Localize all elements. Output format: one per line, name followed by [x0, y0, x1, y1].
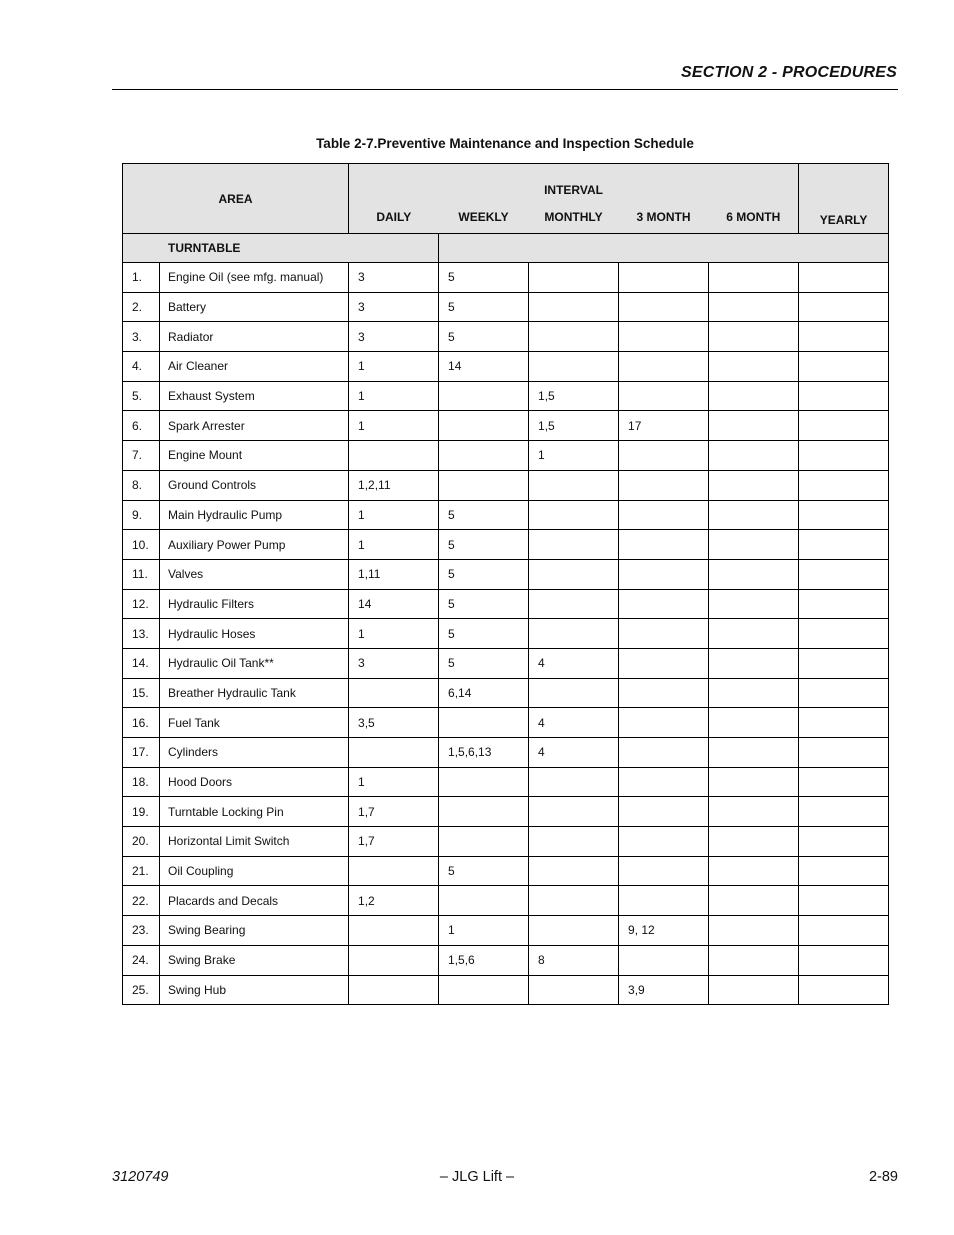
- interval-cell: [349, 856, 439, 886]
- interval-cell: 4: [529, 708, 619, 738]
- row-item: Swing Brake: [160, 945, 349, 975]
- interval-cell: [799, 411, 889, 441]
- interval-cell: [619, 559, 709, 589]
- interval-cell: 5: [439, 589, 529, 619]
- row-number: 25.: [123, 975, 160, 1005]
- row-number: 19.: [123, 797, 160, 827]
- interval-cell: [619, 470, 709, 500]
- row-item: Cylinders: [160, 738, 349, 768]
- interval-cell: [529, 589, 619, 619]
- interval-cell: [799, 500, 889, 530]
- interval-cell: 3: [349, 322, 439, 352]
- interval-cell: 5: [439, 322, 529, 352]
- interval-cell: [439, 441, 529, 471]
- interval-cell: 1,7: [349, 797, 439, 827]
- row-item: Hood Doors: [160, 767, 349, 797]
- interval-cell: [619, 708, 709, 738]
- row-item: Exhaust System: [160, 381, 349, 411]
- row-number: 4.: [123, 352, 160, 382]
- table-row: [123, 797, 889, 827]
- column-header: YEARLY: [799, 164, 889, 234]
- row-number: 6.: [123, 411, 160, 441]
- interval-cell: [529, 678, 619, 708]
- interval-cell: [439, 708, 529, 738]
- row-number: 11.: [123, 559, 160, 589]
- interval-cell: [619, 827, 709, 857]
- interval-cell: 1: [349, 381, 439, 411]
- interval-cell: [529, 263, 619, 293]
- row-number: 9.: [123, 500, 160, 530]
- interval-cell: [529, 856, 619, 886]
- table-row: [123, 292, 889, 322]
- row-item: Swing Hub: [160, 975, 349, 1005]
- interval-cell: [799, 322, 889, 352]
- interval-cell: [709, 738, 799, 768]
- interval-cell: [709, 352, 799, 382]
- interval-cell: [799, 648, 889, 678]
- column-header: 3 MONTH: [619, 201, 709, 234]
- interval-cell: 17: [619, 411, 709, 441]
- interval-cell: [709, 559, 799, 589]
- interval-cell: [529, 500, 619, 530]
- row-item: Main Hydraulic Pump: [160, 500, 349, 530]
- interval-cell: [709, 767, 799, 797]
- row-number: 23.: [123, 916, 160, 946]
- interval-cell: [799, 678, 889, 708]
- table-row: [123, 411, 889, 441]
- interval-cell: [439, 411, 529, 441]
- interval-cell: [619, 500, 709, 530]
- interval-cell: [799, 263, 889, 293]
- row-item: Spark Arrester: [160, 411, 349, 441]
- table-row: [123, 678, 889, 708]
- table-row: [123, 500, 889, 530]
- interval-cell: 5: [439, 856, 529, 886]
- interval-cell: [619, 767, 709, 797]
- interval-cell: 14: [439, 352, 529, 382]
- interval-cell: 3: [349, 263, 439, 293]
- interval-cell: 5: [439, 619, 529, 649]
- interval-cell: 1,11: [349, 559, 439, 589]
- interval-cell: 1: [349, 500, 439, 530]
- row-number: 14.: [123, 648, 160, 678]
- interval-cell: 1: [439, 916, 529, 946]
- row-number: 20.: [123, 827, 160, 857]
- interval-cell: [799, 767, 889, 797]
- interval-cell: [799, 530, 889, 560]
- interval-cell: [349, 678, 439, 708]
- row-item: Horizontal Limit Switch: [160, 827, 349, 857]
- interval-cell: 3,9: [619, 975, 709, 1005]
- interval-cell: [529, 322, 619, 352]
- row-item: Placards and Decals: [160, 886, 349, 916]
- interval-cell: [529, 619, 619, 649]
- table-row: [123, 916, 889, 946]
- table-row: [123, 441, 889, 471]
- interval-cell: [709, 292, 799, 322]
- interval-cell: [799, 381, 889, 411]
- row-item: Valves: [160, 559, 349, 589]
- table-row: [123, 827, 889, 857]
- area-header: AREA: [123, 164, 349, 234]
- interval-cell: [709, 708, 799, 738]
- interval-cell: [799, 916, 889, 946]
- interval-cell: [799, 589, 889, 619]
- table-row: [123, 856, 889, 886]
- interval-cell: 8: [529, 945, 619, 975]
- interval-cell: [799, 708, 889, 738]
- interval-cell: [709, 975, 799, 1005]
- interval-cell: 1: [349, 619, 439, 649]
- interval-cell: [529, 975, 619, 1005]
- interval-cell: [799, 619, 889, 649]
- row-item: Hydraulic Filters: [160, 589, 349, 619]
- table-row: [123, 470, 889, 500]
- interval-cell: [709, 916, 799, 946]
- interval-cell: [619, 263, 709, 293]
- row-number: 5.: [123, 381, 160, 411]
- interval-cell: 1,5,6: [439, 945, 529, 975]
- interval-cell: 5: [439, 530, 529, 560]
- interval-cell: [529, 767, 619, 797]
- table-row: [123, 263, 889, 293]
- interval-cell: 3: [349, 292, 439, 322]
- row-number: 10.: [123, 530, 160, 560]
- interval-cell: 1,5: [529, 411, 619, 441]
- row-number: 12.: [123, 589, 160, 619]
- interval-cell: [439, 827, 529, 857]
- interval-cell: 4: [529, 648, 619, 678]
- interval-cell: [439, 767, 529, 797]
- interval-cell: [529, 352, 619, 382]
- interval-cell: [619, 589, 709, 619]
- row-item: Swing Bearing: [160, 916, 349, 946]
- group-row: [123, 234, 889, 263]
- page-number: 2-89: [868, 1169, 898, 1185]
- interval-cell: [799, 886, 889, 916]
- interval-cell: [439, 470, 529, 500]
- interval-cell: [709, 411, 799, 441]
- interval-cell: 5: [439, 292, 529, 322]
- row-number: 8.: [123, 470, 160, 500]
- interval-cell: [529, 559, 619, 589]
- interval-cell: 1,2,11: [349, 470, 439, 500]
- header-rule: [112, 89, 898, 90]
- row-number: 17.: [123, 738, 160, 768]
- row-item: Hydraulic Oil Tank**: [160, 648, 349, 678]
- interval-cell: [529, 886, 619, 916]
- interval-cell: 1,5,6,13: [439, 738, 529, 768]
- row-item: Auxiliary Power Pump: [160, 530, 349, 560]
- table-row: [123, 322, 889, 352]
- interval-cell: [709, 856, 799, 886]
- interval-cell: 1: [349, 352, 439, 382]
- interval-cell: 1,5: [529, 381, 619, 411]
- interval-header: INTERVAL: [349, 164, 799, 202]
- interval-cell: [619, 886, 709, 916]
- row-item: Battery: [160, 292, 349, 322]
- table-row: [123, 352, 889, 382]
- table-row: [123, 619, 889, 649]
- interval-cell: [529, 797, 619, 827]
- interval-cell: 5: [439, 263, 529, 293]
- interval-cell: 14: [349, 589, 439, 619]
- table-row: [123, 738, 889, 768]
- table-row: [123, 530, 889, 560]
- column-header: 6 MONTH: [709, 201, 799, 234]
- row-number: 22.: [123, 886, 160, 916]
- interval-cell: 1: [349, 767, 439, 797]
- table-row: [123, 767, 889, 797]
- row-item: Air Cleaner: [160, 352, 349, 382]
- interval-cell: [799, 738, 889, 768]
- interval-cell: 9, 12: [619, 916, 709, 946]
- doc-number: 3120749: [112, 1169, 169, 1185]
- interval-cell: [709, 500, 799, 530]
- interval-cell: [529, 470, 619, 500]
- interval-cell: [709, 263, 799, 293]
- row-number: 15.: [123, 678, 160, 708]
- interval-cell: [529, 916, 619, 946]
- interval-cell: 1: [349, 530, 439, 560]
- interval-cell: [709, 797, 799, 827]
- table-row: [123, 381, 889, 411]
- interval-cell: [709, 945, 799, 975]
- interval-cell: [349, 975, 439, 1005]
- row-item: Ground Controls: [160, 470, 349, 500]
- interval-cell: [619, 352, 709, 382]
- interval-cell: [619, 322, 709, 352]
- interval-cell: [709, 648, 799, 678]
- interval-cell: [799, 292, 889, 322]
- interval-cell: [349, 916, 439, 946]
- interval-cell: [619, 856, 709, 886]
- interval-cell: [709, 530, 799, 560]
- interval-cell: [799, 441, 889, 471]
- interval-cell: [439, 381, 529, 411]
- table-row: [123, 945, 889, 975]
- interval-cell: 5: [439, 648, 529, 678]
- table-row: [123, 559, 889, 589]
- table-title: Table 2-7.Preventive Maintenance and Inspection Schedule: [316, 136, 694, 151]
- interval-cell: 3,5: [349, 708, 439, 738]
- interval-cell: [619, 619, 709, 649]
- interval-cell: 1: [529, 441, 619, 471]
- column-header: WEEKLY: [439, 201, 529, 234]
- interval-cell: [619, 797, 709, 827]
- row-item: Turntable Locking Pin: [160, 797, 349, 827]
- table-row: [123, 886, 889, 916]
- interval-cell: [439, 886, 529, 916]
- interval-cell: [799, 975, 889, 1005]
- interval-cell: 5: [439, 559, 529, 589]
- group-fill: [439, 234, 889, 263]
- interval-cell: [709, 827, 799, 857]
- interval-cell: [529, 827, 619, 857]
- interval-cell: [439, 797, 529, 827]
- row-item: Hydraulic Hoses: [160, 619, 349, 649]
- row-item: Fuel Tank: [160, 708, 349, 738]
- interval-cell: [799, 856, 889, 886]
- interval-cell: [349, 945, 439, 975]
- interval-cell: 1,2: [349, 886, 439, 916]
- row-number: 21.: [123, 856, 160, 886]
- interval-cell: 1: [349, 411, 439, 441]
- row-number: 16.: [123, 708, 160, 738]
- interval-cell: [529, 292, 619, 322]
- row-item: Breather Hydraulic Tank: [160, 678, 349, 708]
- interval-cell: [349, 441, 439, 471]
- interval-cell: [799, 352, 889, 382]
- column-header: MONTHLY: [529, 201, 619, 234]
- maintenance-schedule-table: [122, 163, 889, 1005]
- interval-cell: 3: [349, 648, 439, 678]
- interval-cell: [799, 945, 889, 975]
- row-item: Radiator: [160, 322, 349, 352]
- section-header: SECTION 2 - PROCEDURES: [681, 64, 897, 81]
- interval-cell: [439, 975, 529, 1005]
- table-row: [123, 648, 889, 678]
- row-number: 3.: [123, 322, 160, 352]
- table-row: [123, 708, 889, 738]
- row-number: 2.: [123, 292, 160, 322]
- row-item: Oil Coupling: [160, 856, 349, 886]
- interval-cell: [349, 738, 439, 768]
- interval-cell: [619, 648, 709, 678]
- interval-cell: [619, 381, 709, 411]
- interval-cell: [619, 945, 709, 975]
- interval-cell: [709, 886, 799, 916]
- interval-cell: [709, 619, 799, 649]
- row-number: 7.: [123, 441, 160, 471]
- table-row: [123, 975, 889, 1005]
- interval-cell: [619, 530, 709, 560]
- group-label: TURNTABLE: [123, 234, 439, 263]
- interval-cell: [799, 470, 889, 500]
- interval-cell: [619, 292, 709, 322]
- interval-cell: [709, 678, 799, 708]
- interval-cell: 5: [439, 500, 529, 530]
- interval-cell: [619, 441, 709, 471]
- interval-cell: [799, 827, 889, 857]
- interval-cell: 1,7: [349, 827, 439, 857]
- interval-cell: [619, 678, 709, 708]
- row-number: 1.: [123, 263, 160, 293]
- interval-cell: [709, 441, 799, 471]
- row-number: 13.: [123, 619, 160, 649]
- column-header: DAILY: [349, 201, 439, 234]
- footer-center: – JLG Lift –: [439, 1169, 515, 1185]
- interval-cell: [529, 530, 619, 560]
- row-item: Engine Oil (see mfg. manual): [160, 263, 349, 293]
- interval-cell: [619, 738, 709, 768]
- interval-cell: 6,14: [439, 678, 529, 708]
- interval-cell: [799, 559, 889, 589]
- interval-cell: 4: [529, 738, 619, 768]
- table-row: [123, 589, 889, 619]
- interval-cell: [709, 322, 799, 352]
- row-number: 24.: [123, 945, 160, 975]
- interval-cell: [709, 589, 799, 619]
- row-number: 18.: [123, 767, 160, 797]
- row-item: Engine Mount: [160, 441, 349, 471]
- interval-cell: [799, 797, 889, 827]
- interval-cell: [709, 470, 799, 500]
- interval-cell: [709, 381, 799, 411]
